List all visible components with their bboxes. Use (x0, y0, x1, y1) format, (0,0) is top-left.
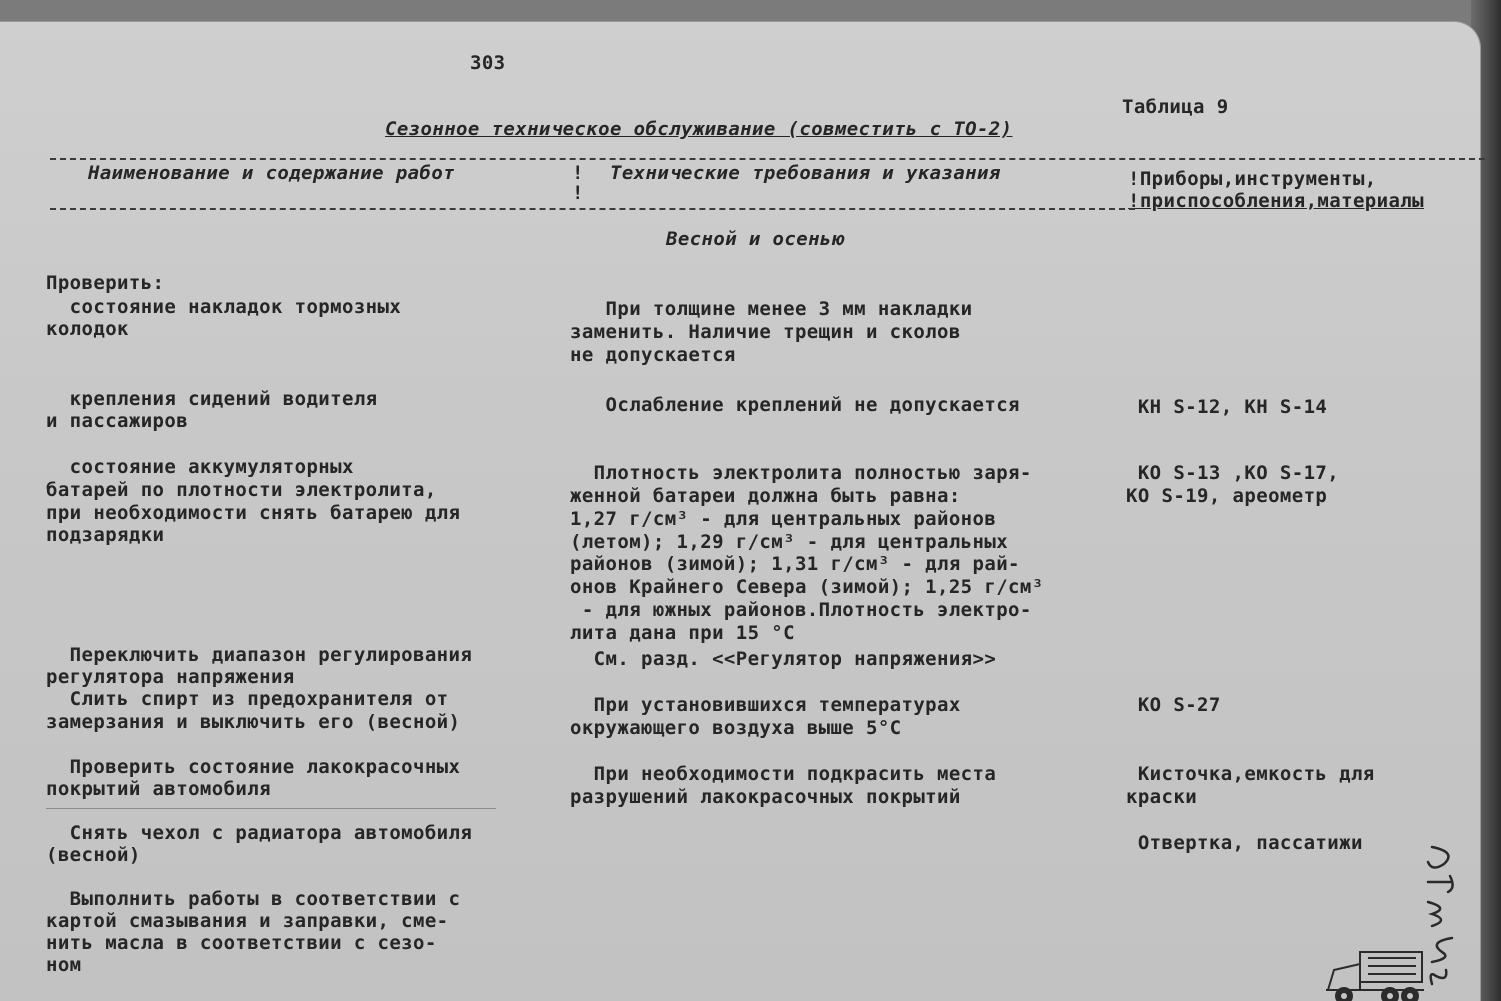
truck-stamp-icon (1320, 944, 1430, 1001)
row-6-col1-line0: Снять чехол с радиатора автомобиля (46, 822, 473, 844)
row-0-col2-line0: При толщине менее 3 мм накладки (570, 298, 973, 320)
page-number: 303 (470, 52, 506, 74)
row-2-col3-line0: КО S-13 ,КО S-17, (1126, 462, 1340, 484)
row-7-col1-line3: ном (46, 954, 82, 976)
row-2-col2-line2: 1,27 г/см³ - для центральных районов (570, 508, 997, 530)
row-1-col1-line1: и пассажиров (46, 410, 189, 432)
row-4-col1-line1: замерзания и выключить его (весной) (46, 711, 461, 733)
row-2-col2-line4: районов (зимой); 1,31 г/см³ - для рай- (570, 553, 1020, 575)
row-5-col3-line1: краски (1126, 786, 1198, 808)
row-5-col2-line0: При необходимости подкрасить места (570, 763, 997, 785)
row-5-col1-line0: Проверить состояние лакокрасочных (46, 756, 461, 778)
header-separator: ! (572, 182, 584, 204)
row-2-col2-line0: Плотность электролита полностью заря- (570, 462, 1032, 484)
row-3-col1-line0: Переключить диапазон регулирования (46, 644, 473, 666)
row-7-col1-line0: Выполнить работы в соответствии с (46, 888, 461, 910)
row-6-col3-line0: Отвертка, пассатижи (1126, 832, 1363, 854)
header-col-requirements: Технические требования и указания (610, 162, 1001, 184)
table-rule-top (50, 158, 1485, 160)
row-2-col1-line0: состояние аккумуляторных (46, 456, 354, 478)
header-col-tools: !Приборы,инструменты, (1128, 168, 1377, 190)
row-2-col2-line3: (летом); 1,29 г/см³ - для центральных (570, 531, 1009, 553)
row-1-col3-line0: КН S-12, КН S-14 (1126, 396, 1328, 418)
row-0-col2-line2: не допускается (570, 344, 736, 366)
table-label: Таблица 9 (1122, 96, 1229, 118)
row-0-col1-line0: Проверить: (46, 272, 165, 294)
row-3-col1-line1: регулятора напряжения (46, 666, 295, 688)
row-4-col2-line0: При установившихся температурах (570, 694, 961, 716)
table-rule-bottom (50, 208, 1135, 210)
row-2-col2-line7: лита дана при 15 °С (570, 622, 795, 644)
row-0-col1-line2: колодок (46, 318, 129, 340)
row-5-col2-line1: разрушений лакокрасочных покрытий (570, 786, 961, 808)
row-3-col2-line0: См. разд. <<Регулятор напряжения>> (570, 648, 997, 670)
row-1-col2-line0: Ослабление креплений не допускается (570, 394, 1020, 416)
row-4-col1-line0: Слить спирт из предохранителя от (46, 688, 449, 710)
row-7-col1-line2: нить масла в соответствии с сезо- (46, 932, 437, 954)
row-2-col1-line3: подзарядки (46, 524, 165, 546)
row-2-col1-line2: при необходимости снять батарею для (46, 502, 461, 524)
header-separator: ! (572, 162, 584, 184)
table-title: Сезонное техническое обслуживание (совместить с ТО-2) (385, 118, 1013, 140)
header-col-tools-line2: !приспособления,материалы (1128, 190, 1424, 212)
row-4-col2-line1: окружающего воздуха выше 5°С (570, 717, 902, 739)
row-2-col1-line1: батарей по плотности электролита, (46, 479, 437, 501)
row-0-col1-line1: состояние накладок тормозных (46, 296, 402, 318)
row-5-col3-line0: Кисточка,емкость для (1126, 763, 1375, 785)
section-heading: Весной и осенью (666, 228, 844, 250)
faint-rule (46, 808, 496, 809)
row-0-col2-line1: заменить. Наличие трещин и сколов (570, 321, 961, 343)
header-col-works: Наименование и содержание работ (88, 162, 456, 184)
row-1-col1-line0: крепления сидений водителя (46, 388, 378, 410)
row-7-col1-line1: картой смазывания и заправки, сме- (46, 910, 449, 932)
row-2-col2-line5: онов Крайнего Севера (зимой); 1,25 г/см³ (570, 576, 1044, 598)
row-4-col3-line0: КО S-27 (1126, 694, 1221, 716)
document-page (0, 22, 1480, 1001)
row-5-col1-line1: покрытий автомобиля (46, 778, 271, 800)
row-6-col1-line1: (весной) (46, 844, 141, 866)
row-2-col2-line6: - для южных районов.Плотность электро- (570, 599, 1032, 621)
row-2-col3-line1: КО S-19, ареометр (1126, 485, 1328, 507)
row-2-col2-line1: женной батареи должна быть равна: (570, 485, 961, 507)
